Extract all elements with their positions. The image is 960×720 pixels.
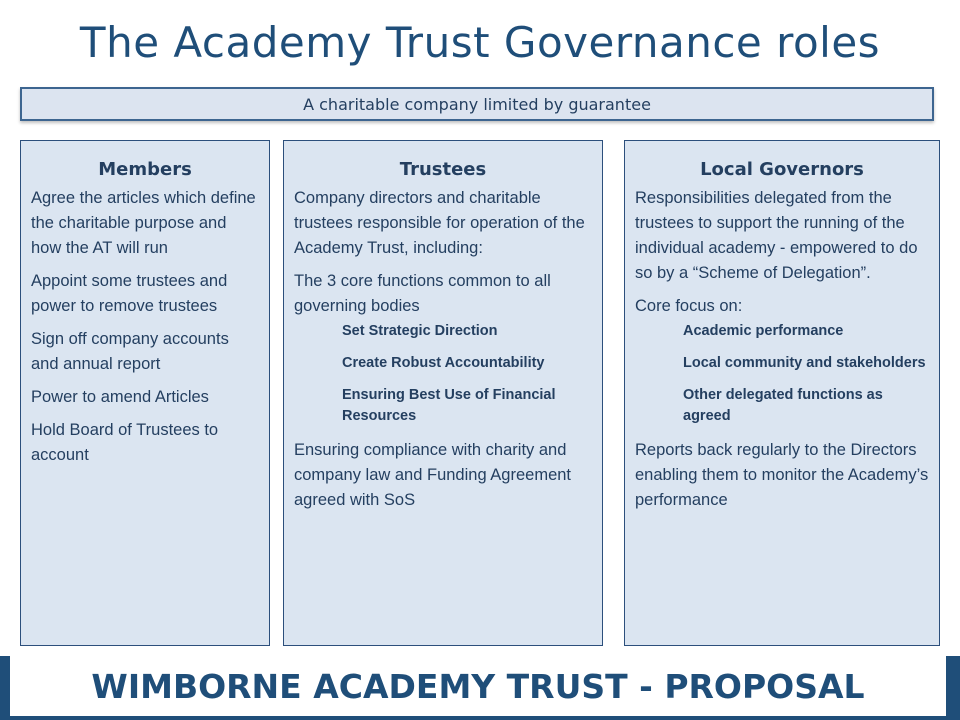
trustees-core-function: Set Strategic Direction xyxy=(342,323,498,339)
governors-core-focus: Academic performance xyxy=(683,323,844,339)
trustees-intro: Company directors and charitable trustees responsible for operation of the Academy Trust, including: xyxy=(294,189,585,257)
members-paragraph: Sign off company accounts and annual report xyxy=(31,330,229,373)
members-paragraph: Agree the articles which define the charitable purpose and how the AT will run xyxy=(31,189,256,257)
footer-band xyxy=(0,656,960,720)
members-heading: Members xyxy=(98,159,192,180)
trustees-core-intro: The 3 core functions common to all governing bodies xyxy=(294,272,551,315)
members-paragraph: Power to amend Articles xyxy=(31,388,209,406)
footer-title: WIMBORNE ACADEMY TRUST - PROPOSAL xyxy=(10,656,946,716)
members-panel xyxy=(20,140,270,646)
trustees-outro: Ensuring compliance with charity and company law and Funding Agreement agreed with SoS xyxy=(294,441,572,509)
page-title: The Academy Trust Governance roles xyxy=(79,18,881,67)
governors-core-focus: Other delegated functions as agreed xyxy=(683,387,883,424)
members-paragraph: Hold Board of Trustees to account xyxy=(31,421,219,464)
trustees-core-function: Create Robust Accountability xyxy=(342,355,545,371)
trustees-heading: Trustees xyxy=(399,159,487,180)
governors-intro: Responsibilities delegated from the trustees to support the running of the individual academy - empowered to do so by a “Scheme of Delegation”. xyxy=(635,189,918,282)
local-governors-heading: Local Governors xyxy=(700,159,864,180)
members-paragraph: Appoint some trustees and power to remove trustees xyxy=(31,272,228,315)
trustees-core-function: Ensuring Best Use of Financial Resources xyxy=(342,387,556,424)
governors-outro: Reports back regularly to the Directors enabling them to monitor the Academy’s performance xyxy=(635,441,929,509)
subtitle-banner: A charitable company limited by guarantee xyxy=(20,87,934,121)
governors-core-intro: Core focus on: xyxy=(635,297,743,315)
governors-core-focus: Local community and stakeholders xyxy=(683,355,926,371)
trustees-panel xyxy=(283,140,603,646)
local-governors-panel xyxy=(624,140,940,646)
